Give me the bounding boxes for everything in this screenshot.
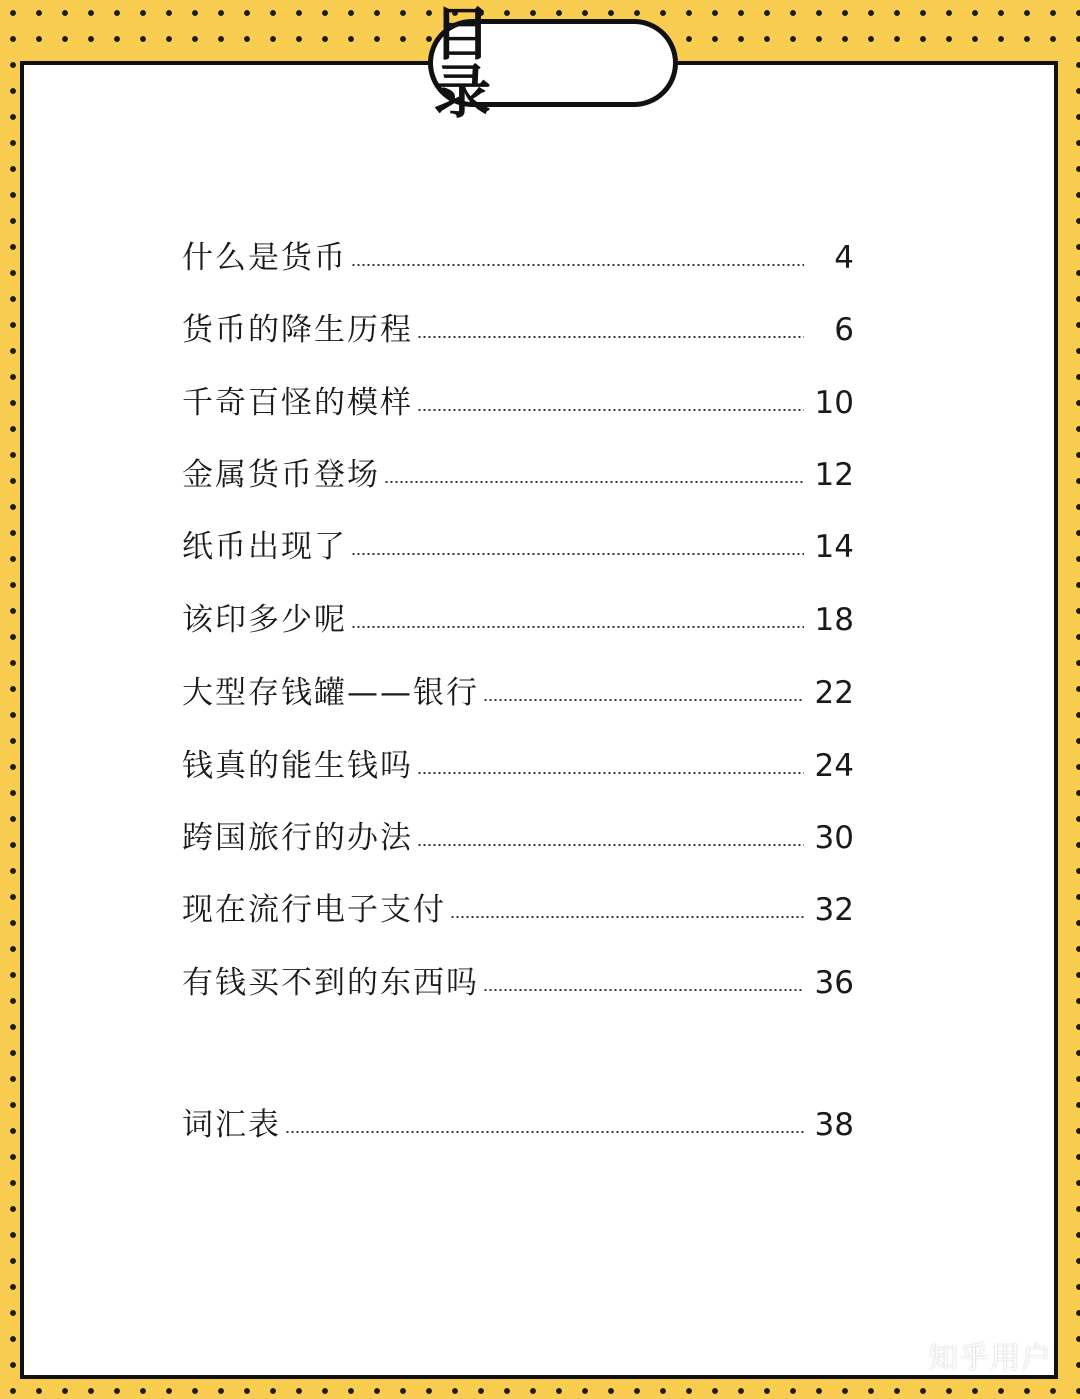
toc-entry-page: 32	[814, 892, 854, 928]
dot-leader	[351, 553, 804, 555]
toc-entry[interactable]	[182, 310, 854, 350]
toc-entry-page: 6	[834, 312, 854, 348]
page-title: 目 录	[433, 0, 544, 126]
toc-entry[interactable]	[182, 600, 854, 640]
toc-entry[interactable]	[182, 963, 854, 1003]
toc-entry-label: 纸币出现了	[182, 529, 347, 565]
toc-entry[interactable]	[182, 527, 854, 567]
title-badge	[428, 0, 678, 126]
toc-entry-label: 金属货币登场	[182, 457, 380, 493]
toc-entry-page: 14	[814, 529, 854, 565]
toc-entry-label: 有钱买不到的东西吗	[182, 965, 479, 1001]
dot-leader	[417, 409, 804, 411]
toc-entry-label: 货币的降生历程	[182, 312, 413, 348]
toc-entry-page: 22	[814, 675, 854, 711]
dot-leader	[417, 844, 804, 846]
toc-entry-page: 36	[814, 965, 854, 1001]
toc-entry-label: 该印多少呢	[182, 602, 347, 638]
dot-leader	[351, 626, 804, 628]
toc-entry-label: 千奇百怪的模样	[182, 385, 413, 421]
toc-entry[interactable]	[182, 890, 854, 930]
dot-leader	[417, 336, 804, 338]
toc-entry-label: 钱真的能生钱吗	[182, 748, 413, 784]
toc-entry[interactable]	[182, 673, 854, 713]
dot-leader	[351, 264, 804, 266]
toc-entry-page: 10	[814, 385, 854, 421]
toc-entry-page: 12	[814, 457, 854, 493]
toc-entry-label: 跨国旅行的办法	[182, 820, 413, 856]
dot-leader	[483, 699, 804, 701]
toc-entry-page: 18	[814, 602, 854, 638]
toc-entry-page: 4	[834, 240, 854, 276]
toc-entry[interactable]	[182, 818, 854, 858]
toc-entry-glossary[interactable]	[182, 1105, 854, 1145]
toc-entry-label: 现在流行电子支付	[182, 892, 446, 928]
toc-entry[interactable]	[182, 238, 854, 278]
dot-leader	[285, 1131, 804, 1133]
dot-leader	[483, 989, 804, 991]
toc-entry-label: 词汇表	[182, 1107, 281, 1143]
dot-leader	[450, 916, 804, 918]
toc-entry[interactable]	[182, 455, 854, 495]
toc-entry-label: 什么是货币	[182, 240, 347, 276]
toc-entry-page: 38	[814, 1107, 854, 1143]
toc-entry-label: 大型存钱罐——银行	[182, 675, 479, 711]
toc-entry-page: 30	[814, 820, 854, 856]
toc-entry-page: 24	[814, 748, 854, 784]
watermark: 知乎用户	[928, 1341, 1052, 1376]
toc-entry[interactable]	[182, 746, 854, 786]
dot-leader	[417, 772, 804, 774]
toc-entry[interactable]	[182, 383, 854, 423]
dot-leader	[384, 481, 804, 483]
